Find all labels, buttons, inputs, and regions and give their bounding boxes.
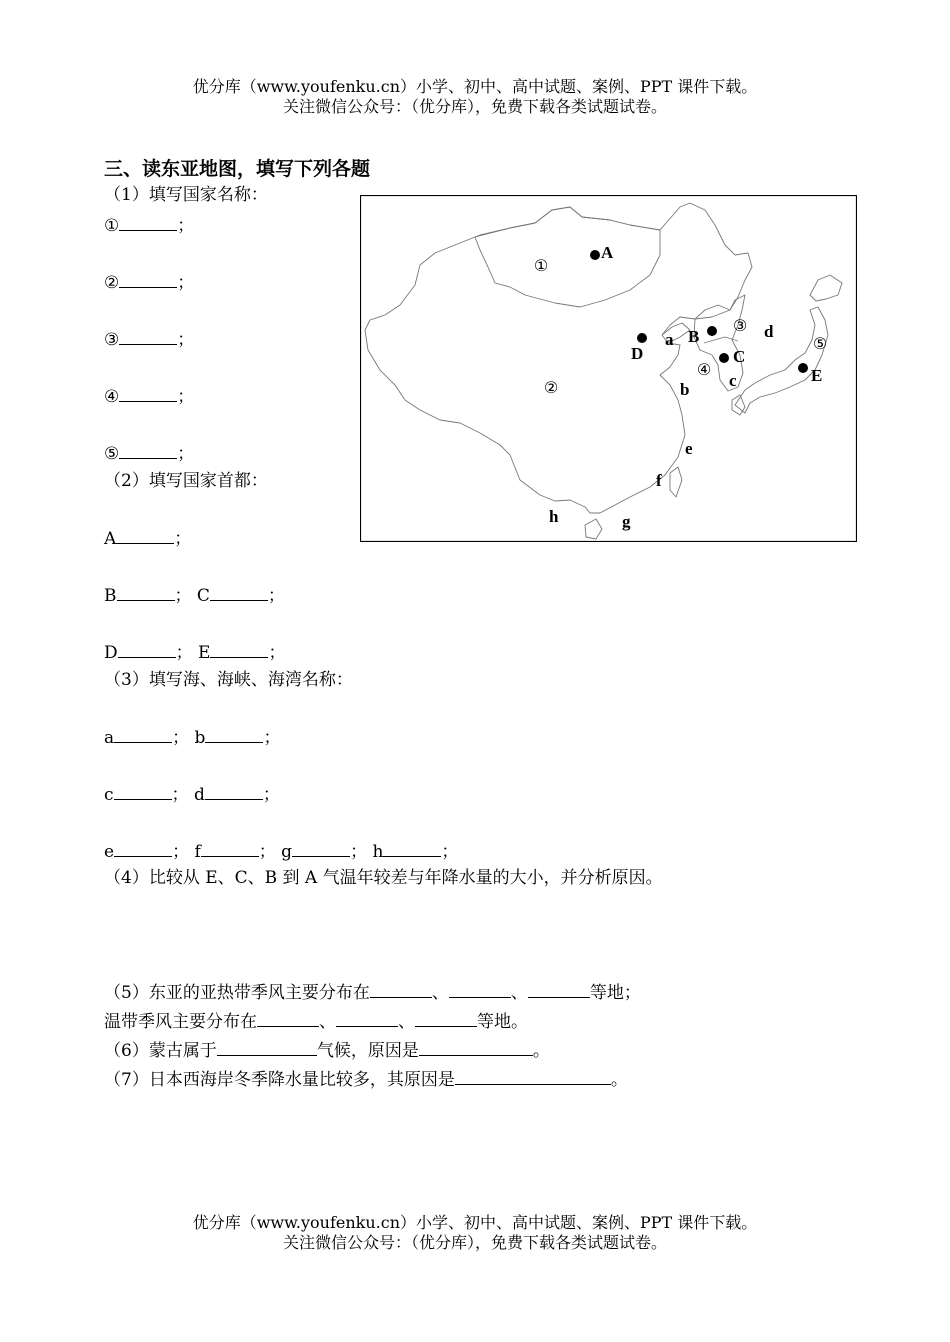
answer-blank[interactable] (114, 840, 172, 857)
answer-blank[interactable] (419, 1039, 533, 1056)
answer-blank[interactable] (336, 1010, 398, 1027)
q2-row-de (104, 641, 285, 664)
water-label-e-map: e (685, 439, 693, 458)
capital-label-a: A (104, 529, 117, 549)
separator: 、 (398, 1012, 415, 1032)
section-title: 三、读东亚地图，填写下列各题 (104, 158, 371, 180)
water-label-b-map: b (680, 380, 690, 399)
semicolon: ； (172, 842, 190, 862)
q5-end: 等地； (589, 983, 641, 1003)
answer-blank[interactable] (370, 981, 432, 998)
q6-middle: 气候，原因是 (316, 1041, 419, 1061)
answer-blank[interactable] (210, 641, 268, 658)
q1-item-1 (104, 214, 194, 237)
city-label-e: E (811, 366, 823, 385)
answer-blank[interactable] (119, 442, 177, 459)
answer-blank[interactable] (119, 328, 177, 345)
q6-end: 。 (532, 1041, 550, 1061)
semicolon: ； (177, 330, 195, 350)
q5-prompt: （5）东亚的亚热带季风主要分布在 (104, 983, 370, 1003)
separator: 、 (431, 983, 449, 1003)
q1-item-5 (104, 442, 194, 465)
water-label-h-map: h (549, 507, 559, 526)
q3-row-efgh (104, 840, 458, 863)
answer-blank[interactable] (292, 840, 350, 857)
semicolon: ； (177, 216, 195, 236)
item-label: ③ (104, 330, 120, 350)
answer-blank[interactable] (455, 1068, 611, 1085)
q5-line-1 (104, 981, 641, 1004)
answer-blank[interactable] (210, 584, 268, 601)
city-label-d: D (631, 344, 644, 363)
city-label-b: B (688, 327, 700, 346)
water-label-a: a (104, 728, 115, 748)
q1-prompt: （1）填写国家名称： (104, 185, 268, 205)
q5-end-2: 等地。 (477, 1012, 528, 1032)
water-label-e: e (104, 842, 115, 862)
water-label-d: d (193, 785, 205, 805)
country-marker-2: ② (543, 378, 559, 397)
semicolon: ； (258, 842, 276, 862)
answer-blank[interactable] (383, 840, 441, 857)
header-line-2: 关注微信公众号：（优分库），免费下载各类试题试卷。 (282, 97, 667, 116)
semicolon: ； (350, 842, 368, 862)
country-marker-3: ③ (732, 316, 748, 335)
semicolon: ； (263, 728, 281, 748)
q7-prompt: （7）日本西海岸冬季降水量比较多，其原因是 (104, 1070, 455, 1090)
country-marker-4: ④ (696, 360, 712, 379)
answer-blank[interactable] (449, 981, 511, 998)
answer-blank[interactable] (114, 726, 172, 743)
q1-item-4 (104, 385, 194, 408)
capital-label-e: E (198, 643, 211, 663)
answer-blank[interactable] (415, 1010, 477, 1027)
header-line-1: 优分库（www.youfenku.cn）小学、初中、高中试题、案例、PPT 课件下载。 (192, 77, 758, 96)
city-dot-a (590, 250, 600, 260)
semicolon: ； (174, 529, 192, 549)
water-label-c-map: c (729, 371, 737, 390)
q1-item-3 (104, 328, 194, 351)
water-label-g: g (281, 842, 293, 862)
q6-prompt: （6）蒙古属于 (104, 1041, 217, 1061)
q6-line (104, 1039, 550, 1062)
semicolon: ； (177, 444, 195, 464)
answer-blank[interactable] (528, 981, 590, 998)
answer-blank[interactable] (205, 726, 263, 743)
answer-blank[interactable] (217, 1039, 317, 1056)
semicolon: ； (268, 643, 286, 663)
water-label-b: b (194, 728, 206, 748)
q5-prompt-2: 温带季风主要分布在 (104, 1012, 257, 1032)
capital-label-d: D (104, 643, 118, 663)
answer-blank[interactable] (119, 271, 177, 288)
q5-line-2 (104, 1010, 528, 1033)
item-label: ⑤ (104, 444, 120, 464)
footer-line-2: 关注微信公众号：（优分库），免费下载各类试题试卷。 (282, 1233, 667, 1252)
semicolon: ； (171, 785, 189, 805)
answer-blank[interactable] (119, 385, 177, 402)
water-label-f-map: f (656, 471, 662, 490)
country-marker-1: ① (533, 256, 549, 275)
separator: 、 (510, 983, 528, 1003)
q4-text: （4）比较从 E、C、B 到 A 气温年较差与年降水量的大小，并分析原因。 (104, 868, 663, 888)
answer-blank[interactable] (257, 1010, 319, 1027)
capital-label-b: B (104, 586, 117, 606)
separator: 、 (319, 1012, 336, 1032)
answer-blank[interactable] (119, 214, 177, 231)
answer-blank[interactable] (201, 840, 259, 857)
answer-blank[interactable] (205, 783, 263, 800)
city-dot-c (719, 353, 729, 363)
country-marker-5: ⑤ (812, 334, 828, 353)
semicolon: ； (174, 586, 192, 606)
item-label: ④ (104, 387, 120, 407)
q1-item-2 (104, 271, 194, 294)
capital-label-c: C (196, 586, 210, 606)
city-label-c: C (733, 347, 746, 366)
q3-row-ab (104, 726, 280, 749)
semicolon: ； (177, 387, 195, 407)
answer-blank[interactable] (117, 584, 175, 601)
q3-row-cd (104, 783, 280, 806)
q2-row-a (104, 527, 191, 550)
q2-prompt: （2）填写国家首都： (104, 471, 268, 491)
east-asia-map (360, 195, 857, 542)
water-label-g-map: g (622, 512, 631, 531)
q3-prompt: （3）填写海、海峡、海湾名称： (104, 670, 353, 690)
q7-line (104, 1068, 628, 1091)
semicolon: ； (172, 728, 190, 748)
city-label-a: A (601, 243, 614, 262)
footer-line-1: 优分库（www.youfenku.cn）小学、初中、高中试题、案例、PPT 课件下载。 (192, 1213, 758, 1232)
city-dot-e (798, 363, 808, 373)
city-dot-d (637, 333, 647, 343)
semicolon: ； (262, 785, 280, 805)
q2-row-bc (104, 584, 285, 607)
q7-end: 。 (610, 1070, 628, 1090)
semicolon: ； (267, 586, 285, 606)
answer-blank[interactable] (116, 527, 174, 544)
water-label-c: c (104, 785, 114, 805)
water-label-a-map: a (665, 330, 674, 349)
item-label: ① (104, 216, 120, 236)
answer-blank[interactable] (118, 641, 176, 658)
city-dot-b (707, 326, 717, 336)
water-label-h: h (372, 842, 384, 862)
water-label-d-map: d (764, 322, 774, 341)
item-label: ② (104, 273, 120, 293)
semicolon: ； (441, 842, 459, 862)
semicolon: ； (177, 273, 195, 293)
semicolon: ； (175, 643, 193, 663)
answer-blank[interactable] (114, 783, 172, 800)
water-label-f: f (194, 842, 201, 862)
